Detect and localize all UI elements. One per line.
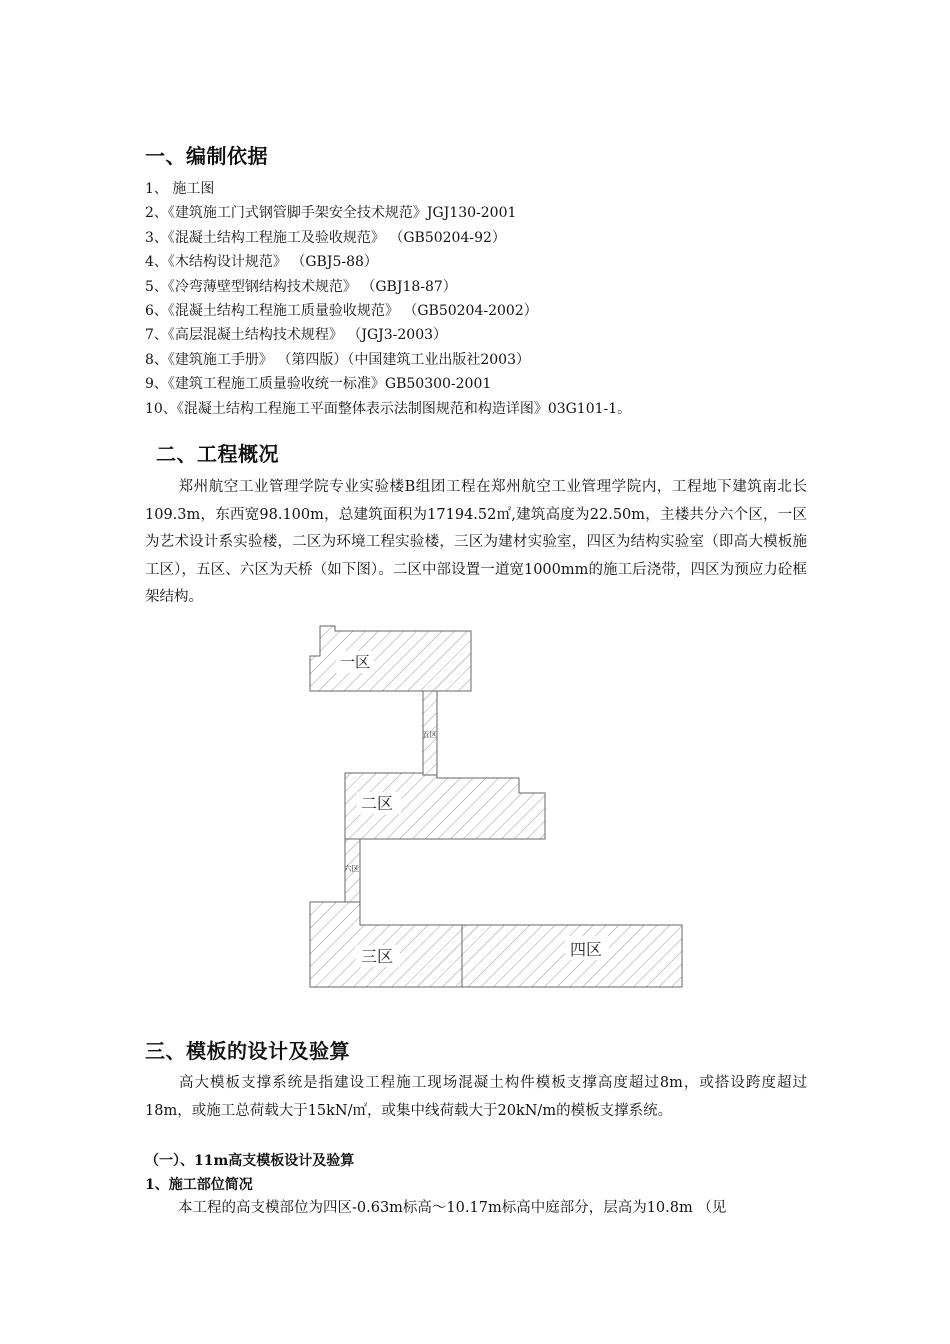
section-title-formwork: 三、模板的设计及验算 xyxy=(145,1039,350,1063)
zone-3-shape xyxy=(310,902,462,987)
zone-1-shape xyxy=(310,626,471,691)
reference-item: 6、《混凝土结构工程施工质量验收规范》 （GB50204-2002） xyxy=(145,302,538,319)
reference-item: 3、《混凝土结构工程施工及验收规范》 （GB50204-92） xyxy=(145,229,506,246)
reference-item: 8、《建筑施工手册》 （第四版）（中国建筑工业出版社2003） xyxy=(145,351,530,368)
formwork-paragraph xyxy=(145,1070,807,1125)
site-text: 本工程的高支模部位为四区-0.63m标高～10.17m标高中庭部分，层高为10.8m （见 xyxy=(178,1200,727,1216)
section-title-overview: 二、工程概况 xyxy=(156,442,279,466)
reference-item: 1、 施工图 xyxy=(145,181,215,197)
reference-list xyxy=(145,177,845,421)
zone-3-label: 三区 xyxy=(361,947,394,966)
reference-item: 5、《冷弯薄壁型钢结构技术规范》 （GBJ18-87） xyxy=(145,278,457,295)
site-plan-diagram xyxy=(300,620,690,992)
reference-item: 7、《高层混凝土结构技术规程》 （JGJ3-2003） xyxy=(145,327,448,344)
section-title-basis: 一、编制依据 xyxy=(145,144,268,168)
overview-text: 郑州航空工业管理学院专业实验楼B组团工程在郑州航空工业管理学院内，工程地下建筑南北长109.3m，东西宽98.100m，总建筑面积为17194.52㎡,建筑高度为22.50m，主楼共分六个区，一区为艺术设计系实验楼，二区为环境工程实验楼，三区为建材实验室，四区为结构实验室（即高大模板施工区），五区、六区为天桥（如下图）。二区中部设置一道宽1000mm的施工后浇带，四区为预应力砼框架结构。 xyxy=(145,479,807,605)
zone-1-label: 一区 xyxy=(340,653,371,671)
formwork-text: 高大模板支撑系统是指建设工程施工现场混凝土构件模板支撑高度超过8m，或搭设跨度超过18m，或施工总荷载大于15kN/㎡，或集中线荷载大于20kN/m的模板支撑系统。 xyxy=(145,1075,807,1119)
subsection-title-site: 1、施工部位简况 xyxy=(145,1177,253,1193)
zone-5-label: 五区 xyxy=(422,730,437,739)
overview-paragraph xyxy=(145,474,807,612)
reference-item: 9、《建筑工程施工质量验收统一标准》GB50300-2001 xyxy=(145,376,492,393)
subsection-title-11m: （一）、11m高支模板设计及验算 xyxy=(145,1153,355,1169)
reference-item: 2、《建筑施工门式钢管脚手架安全技术规范》JGJ130-2001 xyxy=(145,205,517,222)
reference-item: 10、《混凝土结构工程施工平面整体表示法制图规范和构造详图》03G101-1。 xyxy=(145,400,632,417)
site-paragraph xyxy=(145,1195,807,1223)
zone-6-label: 六区 xyxy=(344,864,359,873)
reference-item: 4、《木结构设计规范》 （GBJ5-88） xyxy=(145,254,378,271)
zone-4-label: 四区 xyxy=(570,940,603,959)
zone-2-label: 二区 xyxy=(361,794,394,813)
